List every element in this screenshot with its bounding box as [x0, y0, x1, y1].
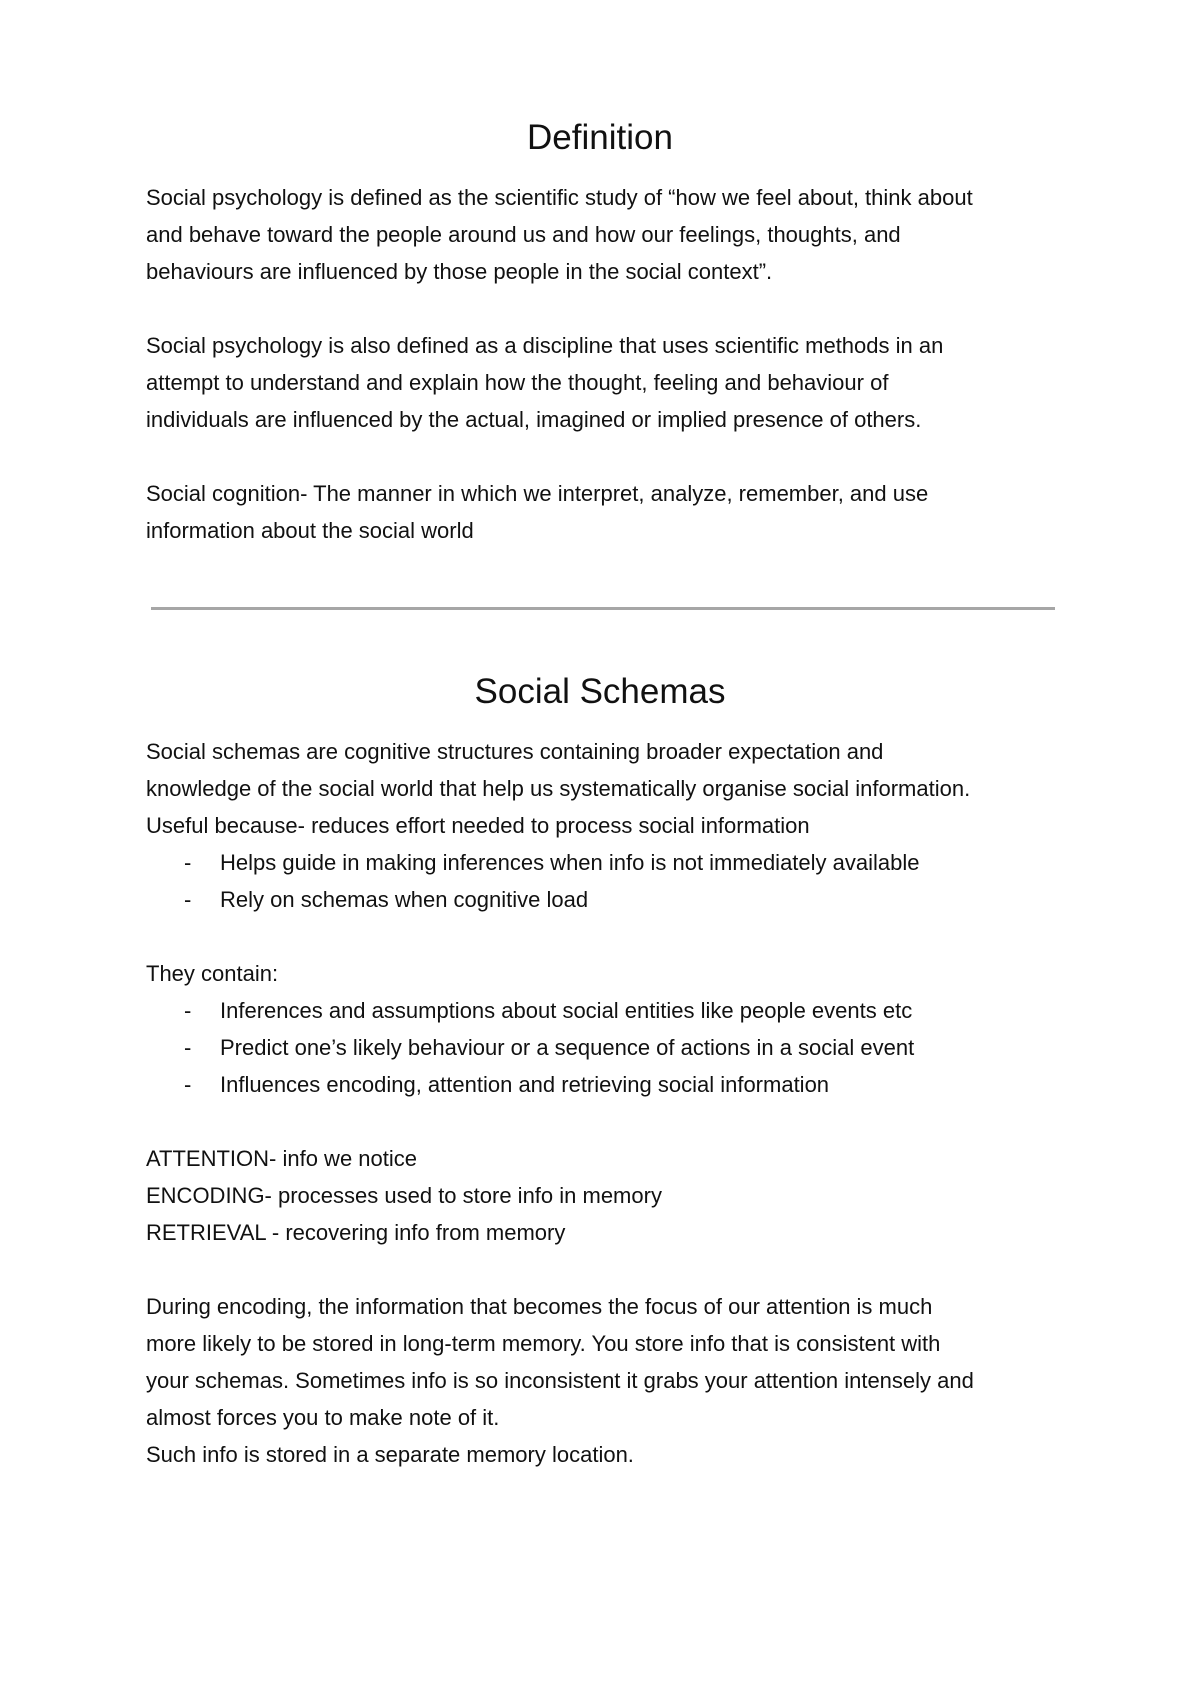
definition-para3-line2: information about the social world [146, 518, 474, 543]
contain-bullet-1: Inferences and assumptions about social entities like people events etc [220, 998, 913, 1023]
schemas-intro-line1: Social schemas are cognitive structures containing broader expectation and [146, 739, 884, 764]
bullet-dash: - [184, 850, 192, 875]
definition-para2-line3: individuals are influenced by the actual, imagined or implied presence of others. [146, 407, 922, 432]
definition-para2-line2: attempt to understand and explain how the thought, feeling and behaviour of [146, 370, 889, 395]
bullet-dash: - [184, 1072, 192, 1097]
useful-bullet-1: Helps guide in making inferences when info is not immediately available [220, 850, 920, 875]
definition-para3-line1: Social cognition- The manner in which we interpret, analyze, remember, and use [146, 481, 929, 506]
contain-bullet-3: Influences encoding, attention and retrieving social information [220, 1072, 830, 1097]
definition-para1-line2: and behave toward the people around us and how our feelings, thoughts, and [146, 222, 901, 247]
closing-line1: During encoding, the information that becomes the focus of our attention is much [146, 1294, 933, 1319]
definition-para2-line1: Social psychology is also defined as a discipline that uses scientific methods in an [146, 333, 944, 358]
definition-para1-line3: behaviours are influenced by those people in the social context”. [146, 259, 773, 284]
contain-bullet-2: Predict one’s likely behaviour or a sequence of actions in a social event [220, 1035, 915, 1060]
contain-label: They contain: [146, 961, 279, 986]
section-divider [151, 607, 1055, 610]
closing-line4: almost forces you to make note of it. [146, 1405, 500, 1430]
term-encoding: ENCODING- processes used to store info in memory [146, 1183, 662, 1208]
definition-para1-line1: Social psychology is defined as the scientific study of “how we feel about, think about [146, 185, 973, 210]
useful-bullet-2: Rely on schemas when cognitive load [220, 887, 589, 912]
term-retrieval: RETRIEVAL - recovering info from memory [146, 1220, 566, 1245]
schemas-intro-line3: Useful because- reduces effort needed to process social information [146, 813, 810, 838]
closing-line2: more likely to be stored in long-term memory. You store info that is consistent with [146, 1331, 941, 1356]
schemas-intro-line2: knowledge of the social world that help us systematically organise social information. [146, 776, 971, 801]
definition-heading: Definition [527, 118, 673, 157]
schemas-heading: Social Schemas [474, 672, 726, 711]
bullet-dash: - [184, 998, 192, 1023]
bullet-dash: - [184, 887, 192, 912]
bullet-dash: - [184, 1035, 192, 1060]
closing-line5: Such info is stored in a separate memory location. [146, 1442, 634, 1467]
term-attention: ATTENTION- info we notice [146, 1146, 417, 1171]
closing-line3: your schemas. Sometimes info is so inconsistent it grabs your attention intensely and [146, 1368, 974, 1393]
